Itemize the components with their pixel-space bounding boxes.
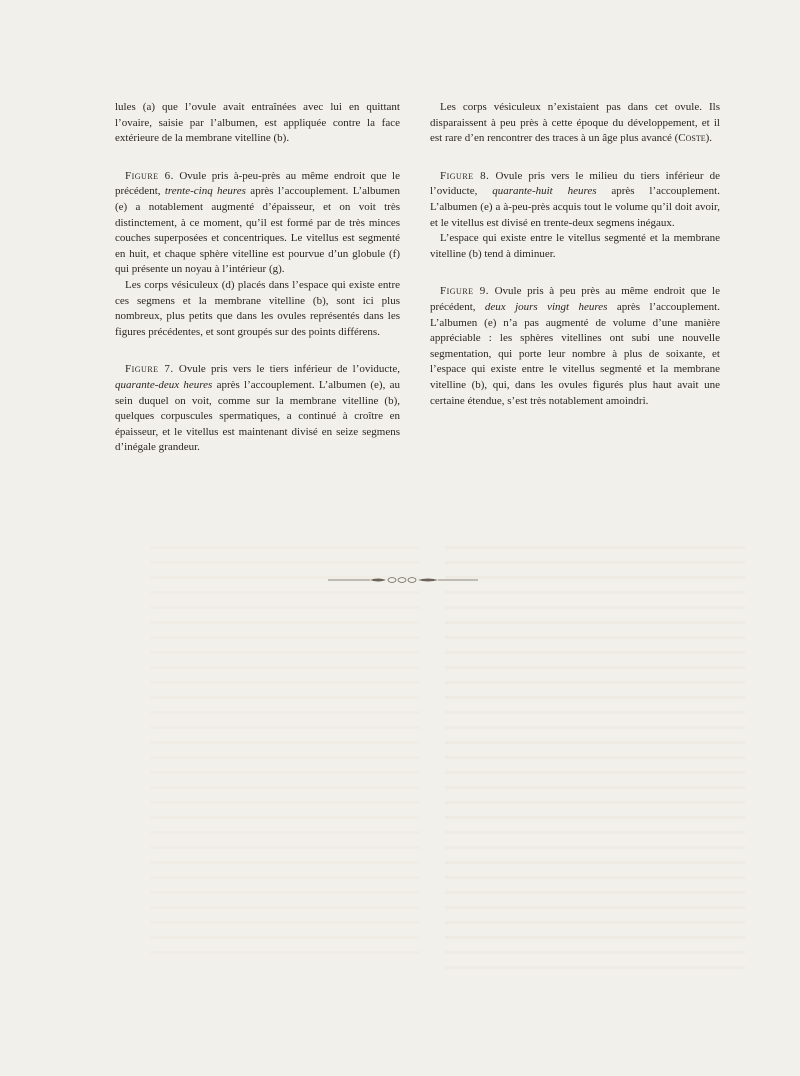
left-continuation-paragraph: lules (a) que l’ovule avait entraînées avec lui en quittant l’ovaire, saisie par l’albumen, est appliquée contre la face extérieure de la membrane vitelline (b).	[115, 101, 400, 145]
author-name: Coste	[678, 132, 706, 145]
right-p1-text-b: ).	[705, 132, 713, 145]
figure-6-label: Figure 6.	[125, 169, 174, 182]
figure-9-text-a: Ovule pris à peu près au même endroit que le précédent,	[430, 285, 720, 313]
figure-9-italic: deux jours vingt heures	[484, 300, 608, 313]
figure-7-label: Figure 7.	[125, 363, 174, 376]
bleed-through-left	[150, 540, 420, 960]
figure-6-text-a: Ovule pris à-peu-près au même endroit que le précédent,	[115, 169, 400, 198]
figure-8-text-a: Ovule pris vers le milieu du tiers inférieur de l’oviducte,	[430, 169, 720, 198]
right-p1-text-a: Les corps vésiculeux n’existaient pas dans cet ovule. Ils disparaissent à peu près à cette époque du développement, et il est rare d’en rencontrer des traces à un âge plus avancé (	[430, 101, 720, 145]
right-column	[430, 100, 720, 409]
ornamental-divider	[328, 576, 478, 584]
figure-9-text-b: après l’accouplement. L’albumen (e) n’a pas augmenté de volume d’une manière appréciable : les sphères vitellines ont subi une nouvelle segmentation, qui porte leur nombre à plus de soixante, et l’espace qui existe entre le vitellus segmenté et la membrane vitelline (b), qui, dans les ovules figurés plus haut avait une certaine étendue, s’est très notablement amoindri.	[430, 300, 720, 407]
figure-9-label: Figure 9.	[440, 285, 489, 298]
figure-8-label: Figure 8.	[440, 169, 490, 182]
figure-6-paragraph	[115, 169, 400, 278]
figure-7-text-b: après l’accouplement. L’albumen (e), au sein duquel on voit, comme sur la membrane vitelline (b), quelques corpuscules spermatiques, a continué à croître en épaisseur, et le vitellus est maintenant divisé en seize segmens d’inégale grandeur.	[115, 378, 400, 454]
figure-8-second-paragraph: L’espace qui existe entre le vitellus segmenté et la membrane vitelline (b) tend à diminuer.	[430, 232, 720, 260]
figure-8-text-b: après l’accouplement. L’albumen (e) a à-peu-près acquis tout le volume qu’il doit avoir, et le vitellus est divisé en trente-deux segmens inégaux.	[430, 185, 720, 229]
figure-6-second-paragraph: Les corps vésiculeux (d) placés dans l’espace qui existe entre ces segmens et la membrane vitelline (b), sont ici plus nombreux, plus petits que dans les ovules représentés dans les figures précédentes, et sont groupés sur des points différens.	[115, 278, 400, 338]
figure-6-italic: trente-cinq heures	[164, 185, 246, 198]
figure-7-text-a: Ovule pris vers le tiers inférieur de l’oviducte,	[173, 363, 400, 376]
figure-6-text-b: après l’accouplement. L’albumen (e) a notablement augmenté d’épaisseur, et on voit très distinctement, à ce moment, qu’il est formé par de très minces couches superposées et concentriques. Le vitellus est segmenté en huit, et chaque sphère vitelline est pourvue d’un globule (f) qui présente un noyau à l’intérieur (g).	[115, 185, 400, 276]
figure-7-paragraph	[115, 362, 400, 456]
figure-9-paragraph	[430, 284, 720, 409]
right-opening-paragraph	[430, 100, 720, 147]
figure-8-paragraph	[430, 169, 720, 231]
bleed-through-right	[445, 540, 745, 980]
left-column	[115, 100, 400, 456]
figure-7-italic: quarante-deux heures	[115, 378, 213, 391]
figure-8-italic: quarante-huit heures	[492, 185, 597, 198]
